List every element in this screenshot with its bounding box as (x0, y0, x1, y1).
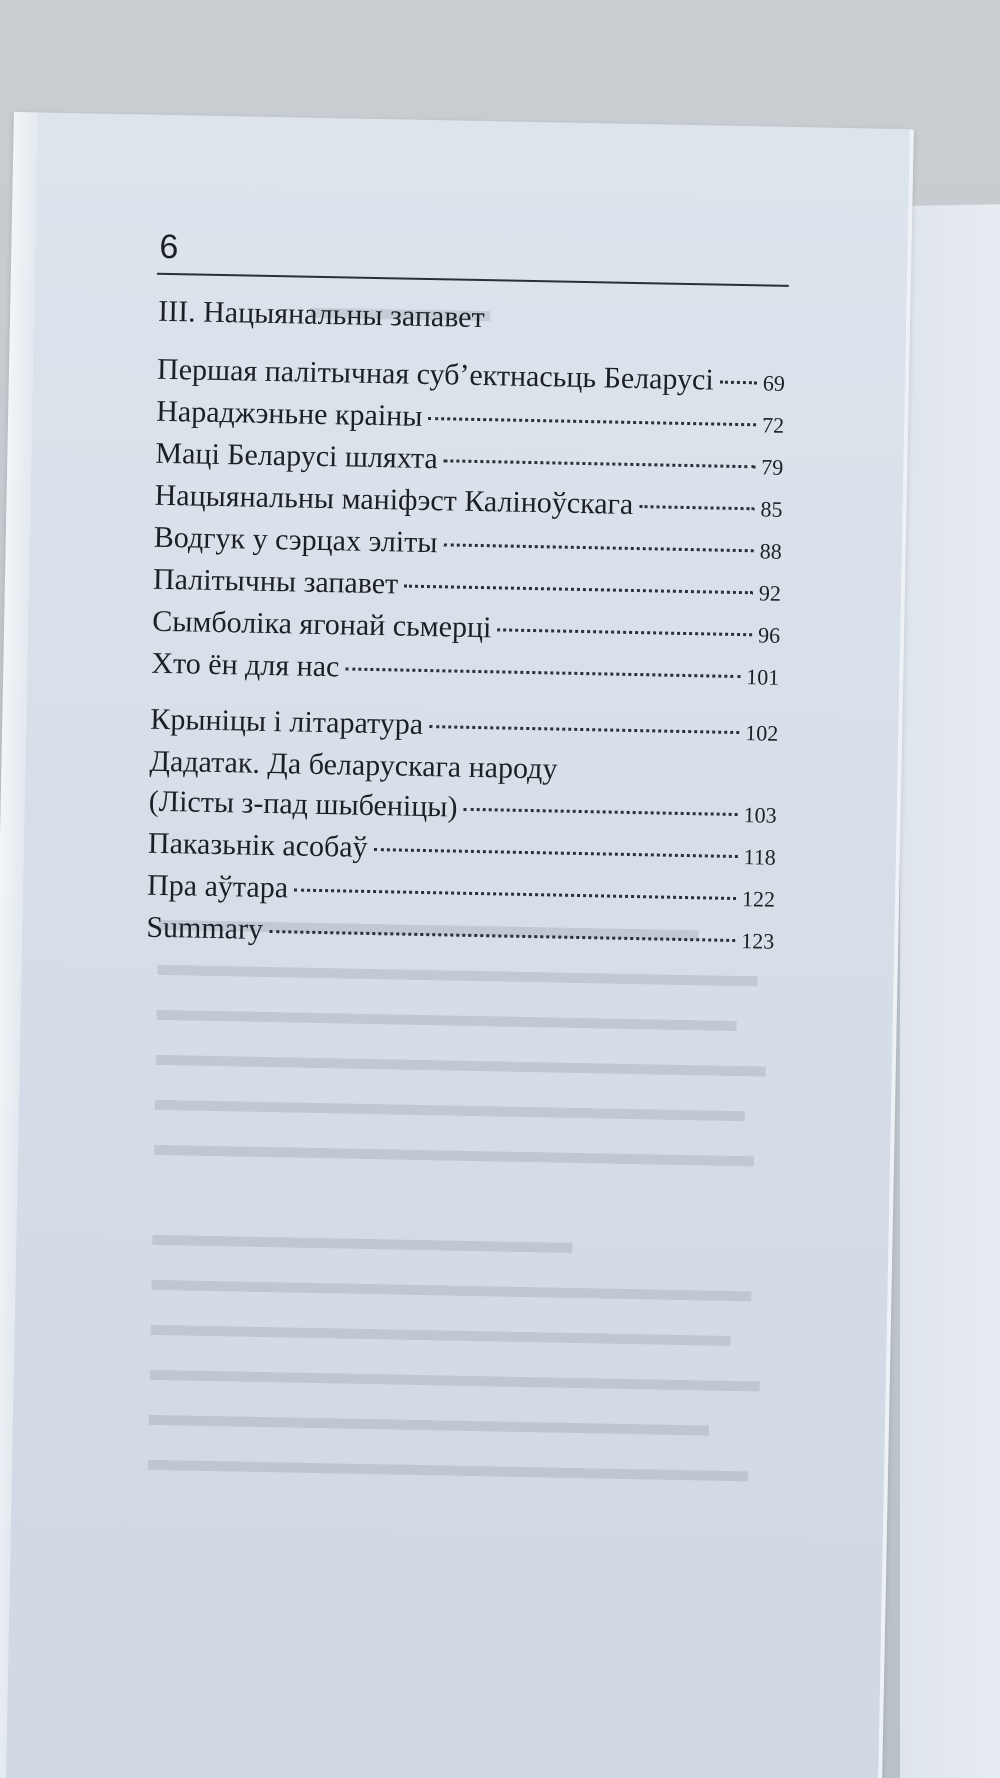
toc-entry-page: 72 (761, 412, 785, 438)
toc-entry-page: 101 (746, 664, 780, 690)
toc-entry-page: 102 (744, 720, 779, 746)
facing-page-edge (900, 204, 1000, 1778)
toc-entry-title: Першая палітычная суб’ектнасьць Беларусі (156, 352, 715, 397)
toc-entry-page: 103 (743, 802, 777, 828)
toc-entry-title: Крыніцы і літаратура (150, 702, 424, 741)
dot-leader (443, 543, 753, 552)
dot-leader (374, 848, 738, 858)
dot-leader (345, 667, 740, 678)
header-rule (157, 273, 789, 287)
toc-entry-page: 122 (741, 886, 776, 912)
dot-leader (429, 725, 739, 734)
dot-leader (428, 417, 756, 426)
dot-leader (444, 459, 756, 468)
table-of-contents (0, 112, 914, 1778)
dot-leader (463, 808, 737, 816)
page-number: 6 (159, 227, 179, 267)
toc-entry-title: Паказьнік асобаў (147, 826, 368, 864)
toc-entry-title: (Лісты з-пад шыбеніцы) (148, 784, 458, 824)
toc-entry-page: 118 (743, 844, 777, 870)
toc-section-list (146, 353, 785, 965)
book-page (0, 112, 914, 1778)
toc-entry-title: Пра аўтара (146, 868, 289, 905)
dot-leader (404, 585, 753, 595)
toc-entry-title-line: Дадатак. Да беларускага народу (149, 744, 558, 786)
section-title: ІІІ. Нацыянальны запавет (157, 294, 485, 335)
toc-entry-title: Сымболіка ягонай сьмерці (151, 604, 492, 645)
toc-entry-title: Водгук у сэрцах эліты (153, 520, 438, 560)
toc-entry-title: Нараджэньне краіны (155, 394, 423, 433)
toc-entry-page: 96 (757, 622, 781, 648)
toc-entry-page: 79 (761, 454, 784, 480)
toc-entry-page: 85 (760, 496, 783, 522)
toc-entry-page: 69 (762, 370, 786, 396)
toc-entry-title: Summary (146, 910, 264, 946)
dot-leader (497, 628, 752, 636)
toc-entry-title: Палітычны запавет (152, 562, 399, 601)
toc-entry-title: Хто ён для нас (151, 646, 340, 684)
toc-entry-title: Маці Беларусі шляхта (155, 436, 439, 476)
toc-entry-title: Нацыянальны маніфэст Каліноўскага (154, 478, 634, 521)
toc-entry-page: 123 (740, 928, 775, 954)
dot-leader (294, 889, 736, 900)
dot-leader (269, 930, 735, 942)
toc-entry-page: 92 (758, 580, 782, 606)
toc-entry-page: 88 (759, 538, 782, 564)
dot-leader (720, 381, 757, 385)
dot-leader (639, 505, 754, 510)
